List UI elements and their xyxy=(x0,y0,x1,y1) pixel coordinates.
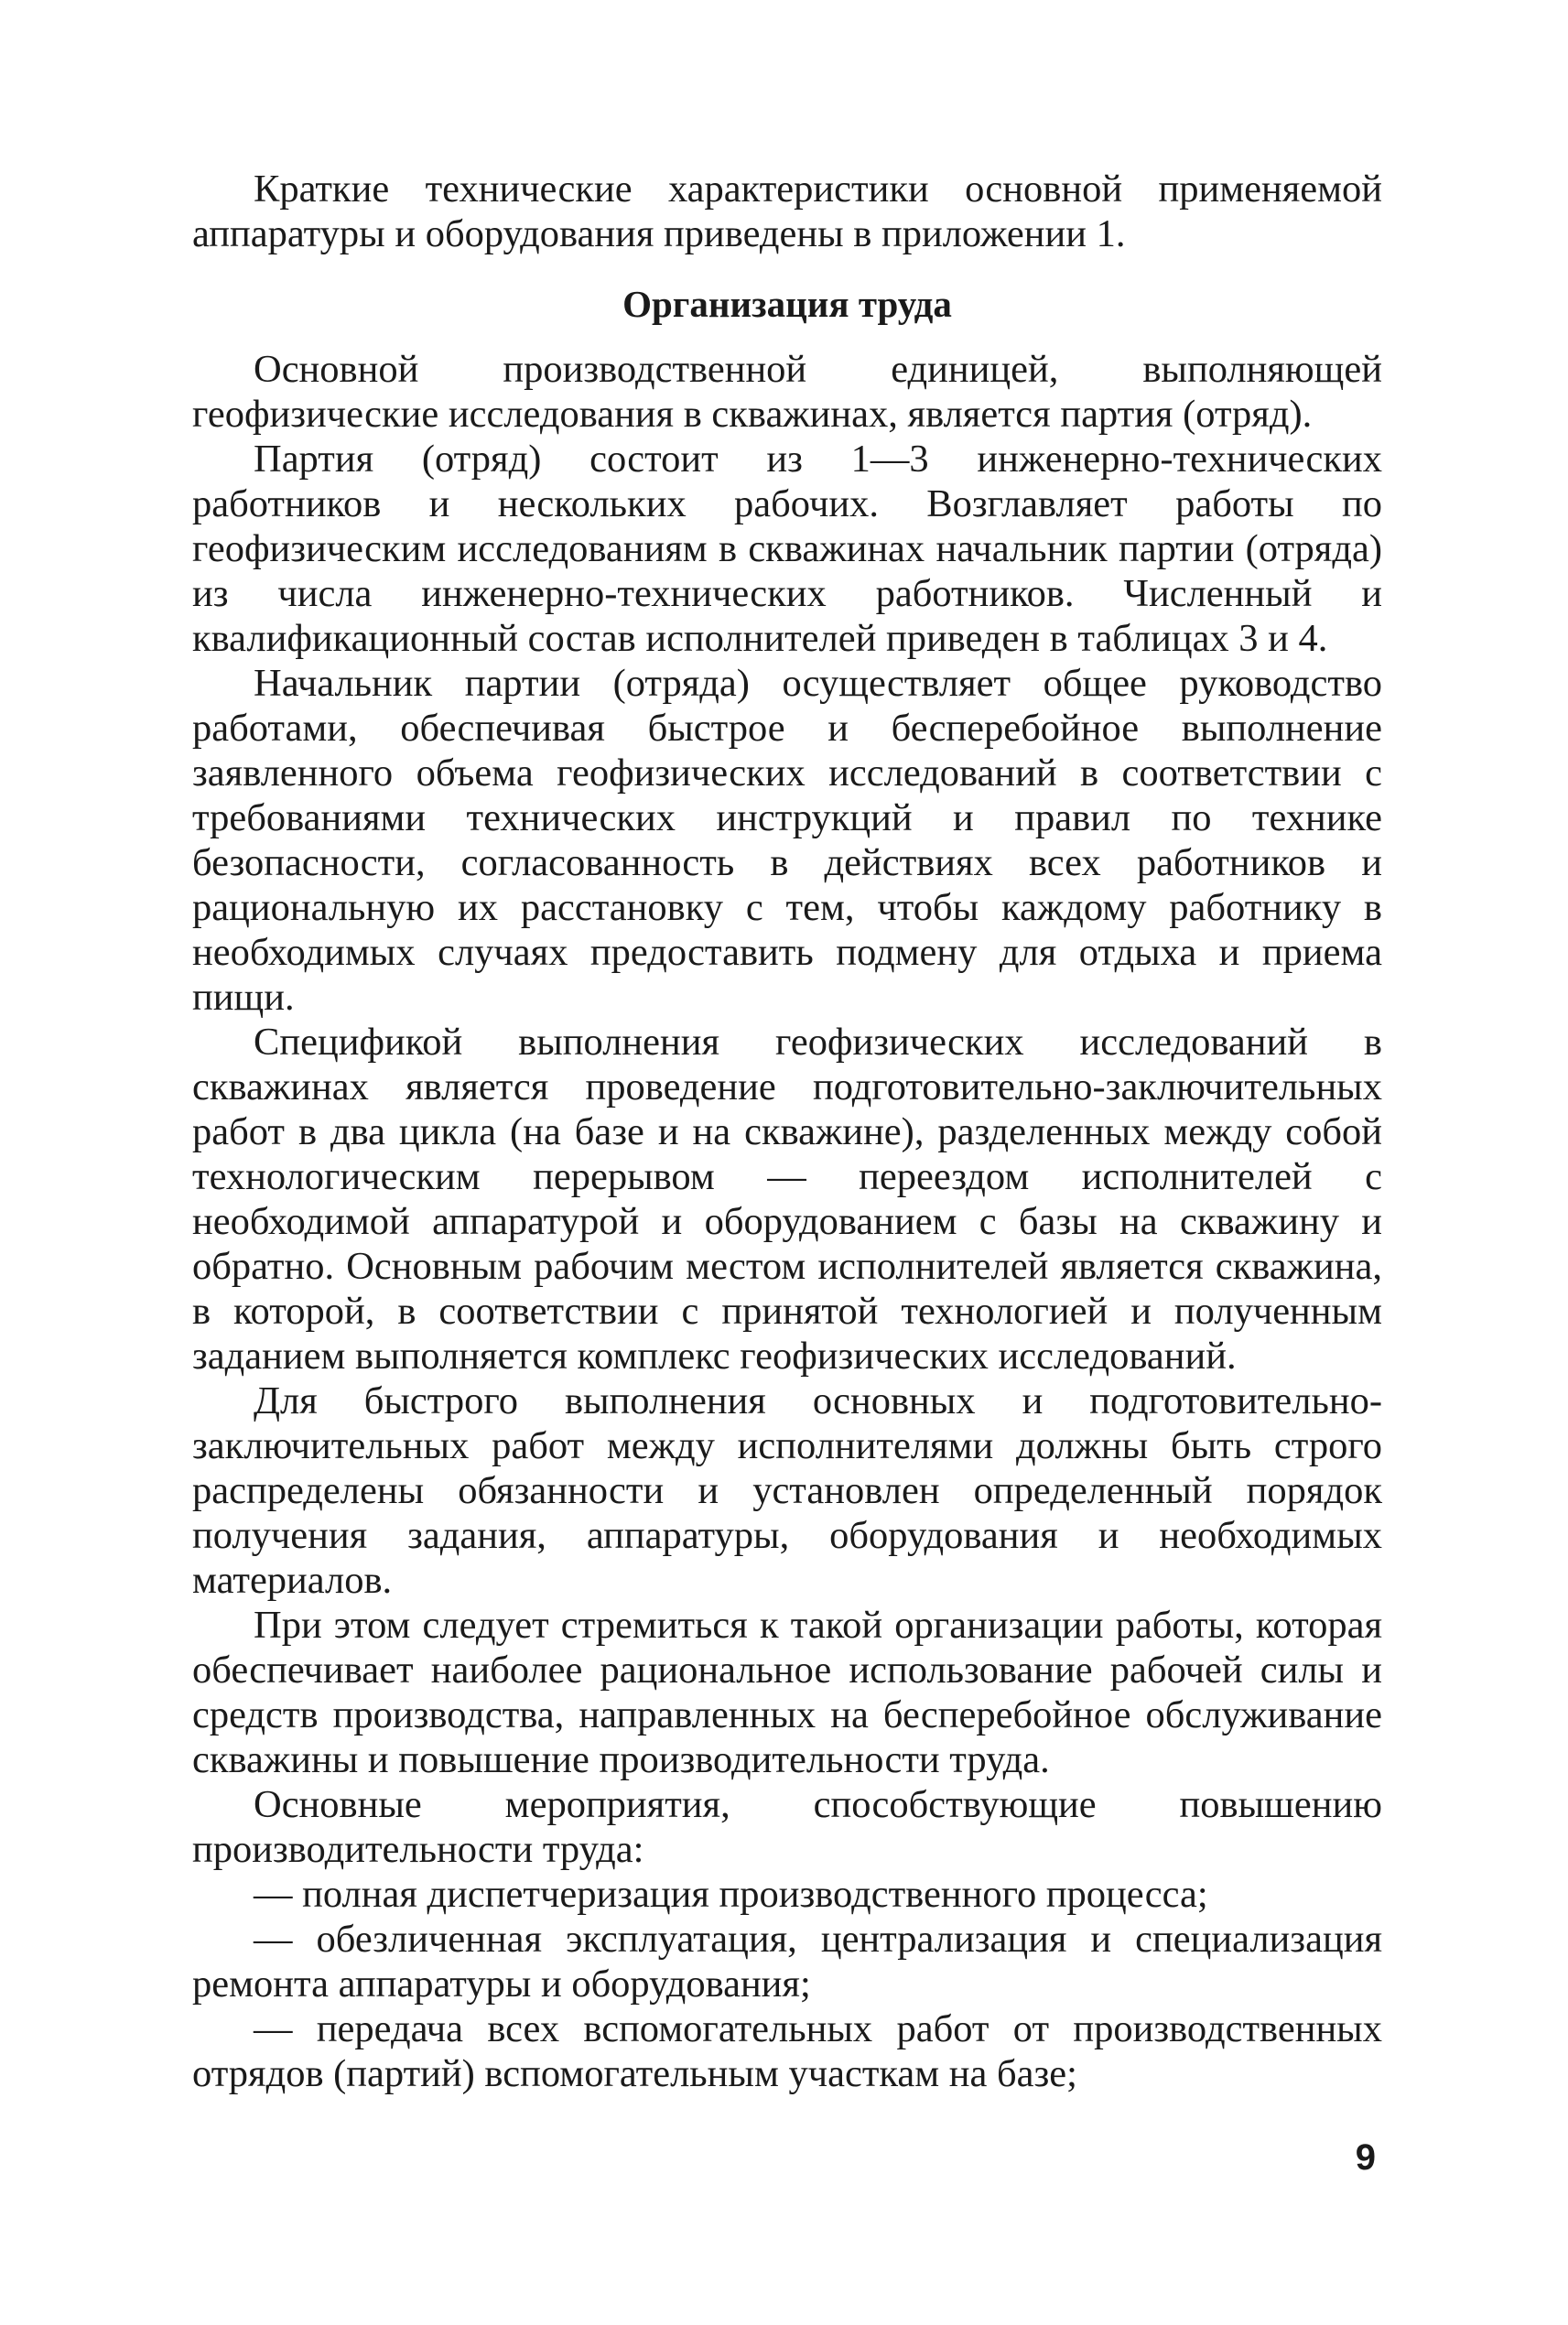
paragraph: Основные мероприятия, способствующие повышению производительности труда: xyxy=(192,1783,1382,1871)
paragraph: Начальник партии (отряда) осуществляет общее руководство работами, обеспечивая быстрое и бесперебойное выполнение заявленного объема геофизических исследований в соответствии с требованиями технических инструкций и правил по технике безопасности, согласованность в действиях всех работников и рациональную их расстановку с тем, чтобы каждому работнику в необходимых случаях предоставить подмену для отдыха и приема пищи. xyxy=(192,662,1382,1019)
list-item: — полная диспетчеризация производственного процесса; xyxy=(254,1873,1208,1916)
intro-paragraph: Краткие технические характеристики основной применяемой аппаратуры и оборудования приведены в приложении 1. xyxy=(192,168,1382,255)
text-block xyxy=(192,167,1382,2096)
paragraph: Спецификой выполнения геофизических исследований в скважинах является проведение подготовительно-заключительных работ в два цикла (на базе и на скважине), разделенных между собой технологическим перерывом — переездом исполнителей с необходимой аппаратурой и оборудованием с базы на скважину и обратно. Основным рабочим местом исполнителей является скважина, в которой, в соответствии с принятой технологией и полученным заданием выполняется комплекс геофизических исследований. xyxy=(192,1021,1382,1378)
list-item: — передача всех вспомогательных работ от производственных отрядов (партий) вспомогательным участкам на базе; xyxy=(192,2007,1382,2095)
list-item: — обезличенная эксплуатация, централизация и специализация ремонта аппаратуры и оборудования; xyxy=(192,1918,1382,2006)
page-number: 9 xyxy=(1355,2137,1376,2178)
paragraph: При этом следует стремиться к такой организации работы, которая обеспечивает наиболее рациональное использование рабочей силы и средств производства, направленных на бесперебойное обслуживание скважины и повышение производительности труда. xyxy=(192,1604,1382,1781)
section-heading: Организация труда xyxy=(622,283,952,325)
paragraph: Основной производственной единицей, выполняющей геофизические исследования в скважинах, является партия (отряд). xyxy=(192,348,1382,436)
paragraph: Партия (отряд) состоит из 1—3 инженерно-технических работников и нескольких рабочих. Возглавляет работы по геофизическим исследованиям в скважинах начальник партии (отряда) из числа инженерно-технических работников. Численный и квалификационный состав исполнителей приведен в таблицах 3 и 4. xyxy=(192,438,1382,660)
paragraph: Для быстрого выполнения основных и подготовительно-заключительных работ между исполнителями должны быть строго распределены обязанности и установлен определенный порядок получения задания, аппаратуры, оборудования и необходимых материалов. xyxy=(192,1379,1382,1602)
